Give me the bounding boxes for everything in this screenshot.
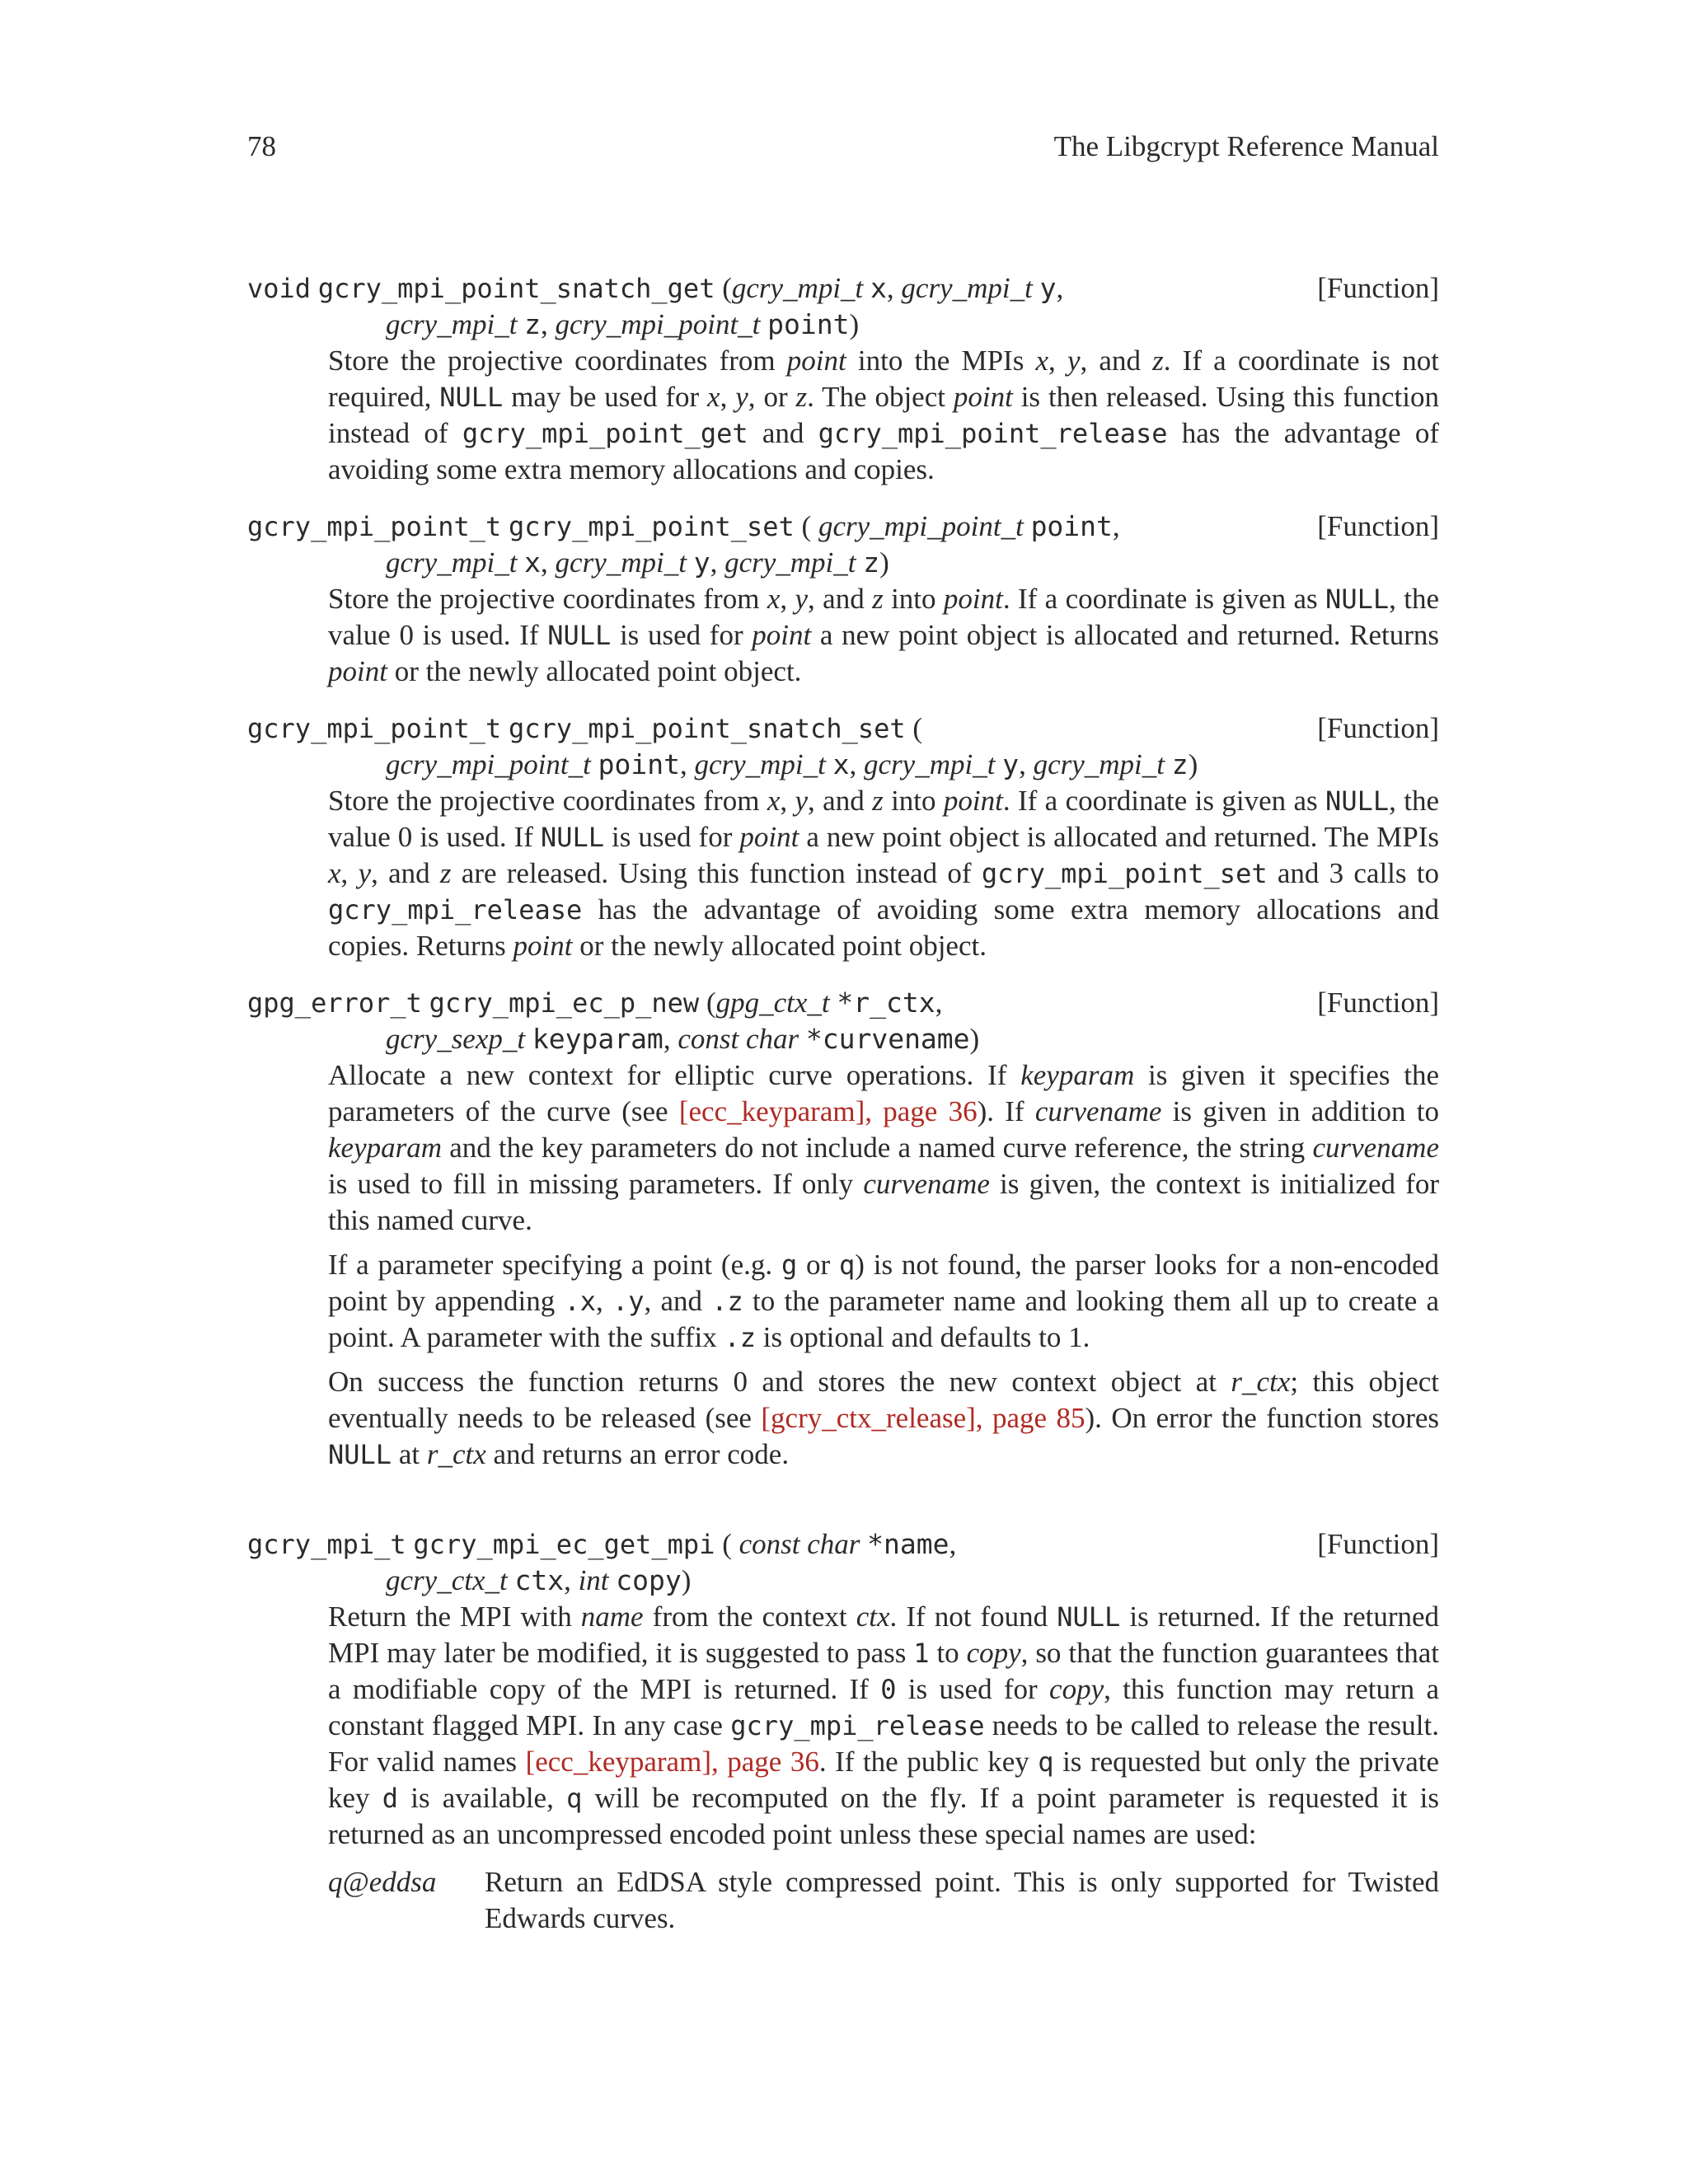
category-label: [Function] bbox=[1317, 712, 1439, 744]
function-signature-continued: gcry_mpi_t x, gcry_mpi_t y, gcry_mpi_t z) bbox=[386, 546, 889, 579]
function-signature: void gcry_mpi_point_snatch_get (gcry_mpi_t x, gcry_mpi_t y, [Function] bbox=[247, 270, 1439, 307]
function-description: Return the MPI with name from the context ctx. If not found NULL is returned. If the returned MPI may later be modified, it is suggested to pass 1 to copy, so that the function guarantees that a modifiable copy of the MPI is returned. If 0 is used for copy, this function may return a constant flagged MPI. In any case gcry_mpi_release needs to be called to release the result. For valid names [ecc_keyparam], page 36. If the public key q is requested but only the private key d is available, q will be recomputed on the fly. If a point parameter is requested it is returned as an uncompressed encoded point unless these special names are used: q@eddsa Return an EdDSA style compressed point. This is only supported for Twisted Edwards curves. bbox=[247, 1599, 1439, 1937]
function-name: gcry_mpi_point_snatch_set bbox=[509, 713, 906, 744]
function-signature-continued: gcry_mpi_point_t point, gcry_mpi_t x, gcry_mpi_t y, gcry_mpi_t z) bbox=[386, 748, 1198, 780]
cross-reference-link[interactable]: [gcry_ctx_release], page 85 bbox=[761, 1402, 1085, 1434]
function-description: Store the projective coordinates from x, y, and z into point. If a coordinate is given as NULL, the value 0 is used. If NULL is used for point a new point object is allocated and returned. The MPIs x, y, and z are released. Using this function instead of gcry_mpi_point_set and 3 calls to gcry_mpi_release has the advantage of avoiding some extra memory allocations and copies. Returns point or the newly allocated point object. bbox=[328, 785, 1440, 962]
function-entry-point-snatch-set bbox=[247, 710, 1439, 964]
category-label: [Function] bbox=[1317, 1528, 1439, 1560]
function-description: Store the projective coordinates from x, y, and z into point. If a coordinate is given as NULL, the value 0 is used. If NULL is used for point a new point object is allocated and returned. Returns point or the newly allocated point object. bbox=[328, 583, 1440, 687]
page-header bbox=[247, 130, 1439, 166]
function-signature: gcry_mpi_point_t gcry_mpi_point_set ( gcry_mpi_point_t point, [Function] bbox=[247, 509, 1439, 545]
function-signature-continued: gcry_ctx_t ctx, int copy) bbox=[386, 1564, 692, 1596]
function-name: gcry_mpi_ec_p_new bbox=[429, 987, 700, 1019]
function-signature: gpg_error_t gcry_mpi_ec_p_new (gpg_ctx_t *r_ctx, [Function] bbox=[247, 985, 1439, 1021]
function-description: Allocate a new context for elliptic curve operations. If keyparam is given it specifies the parameters of the curve (see [ecc_keyparam], page 36). If curvename is given in addition to keyparam and the key parameters do not include a named curve reference, the string curvename is used to fill in missing parameters. If only curvename is given, the context is initialized for this named curve. If a parameter specifying a point (e.g. g or q) is not found, the parser looks for a non-encoded point by appending .x, .y, and .z to the parameter name and looking them all up to create a point. A parameter with the suffix .z is optional and defaults to 1. On success the function returns 0 and stores the new context object at r_ctx; this object eventually needs to be released (see [gcry_ctx_release], page 85). On error the function stores NULL at r_ctx and returns an error code. bbox=[328, 1059, 1440, 1470]
function-entry-point-snatch-get bbox=[247, 270, 1439, 488]
special-names-table-row bbox=[328, 1864, 1439, 1937]
page-number: 78 bbox=[247, 130, 276, 162]
function-name: gcry_mpi_point_snatch_get bbox=[317, 273, 715, 304]
function-name: gcry_mpi_ec_get_mpi bbox=[413, 1529, 715, 1560]
function-signature-continued: gcry_sexp_t keyparam, const char *curvename) bbox=[386, 1023, 980, 1055]
special-name-key: q@eddsa bbox=[328, 1866, 437, 1898]
function-signature-continued: gcry_mpi_t z, gcry_mpi_point_t point) bbox=[386, 308, 860, 340]
function-entry-point-set bbox=[247, 509, 1439, 690]
category-label: [Function] bbox=[1317, 510, 1439, 542]
category-label: [Function] bbox=[1317, 987, 1439, 1019]
function-entry-ec-get-mpi bbox=[247, 1526, 1439, 1937]
special-name-description: Return an EdDSA style compressed point. This is only supported for Twisted Edwards curves. bbox=[485, 1866, 1439, 1934]
category-label: [Function] bbox=[1317, 272, 1439, 304]
function-description: Store the projective coordinates from point into the MPIs x, y, and z. If a coordinate is not required, NULL may be used for x, y, or z. The object point is then released. Using this function instead of gcry_mpi_point_get and gcry_mpi_point_release has the advantage of avoiding some extra memory allocations and copies. bbox=[328, 344, 1439, 485]
function-signature: gcry_mpi_point_t gcry_mpi_point_snatch_set ( [Function] bbox=[247, 710, 1439, 747]
function-name: gcry_mpi_point_set bbox=[509, 511, 795, 542]
running-title: The Libgcrypt Reference Manual bbox=[1053, 130, 1439, 162]
function-entry-ec-p-new bbox=[247, 985, 1439, 1473]
cross-reference-link[interactable]: [ecc_keyparam], page 36 bbox=[678, 1095, 978, 1127]
function-signature: gcry_mpi_t gcry_mpi_ec_get_mpi ( const char *name, [Function] bbox=[247, 1526, 1439, 1563]
cross-reference-link[interactable]: [ecc_keyparam], page 36 bbox=[525, 1746, 819, 1778]
